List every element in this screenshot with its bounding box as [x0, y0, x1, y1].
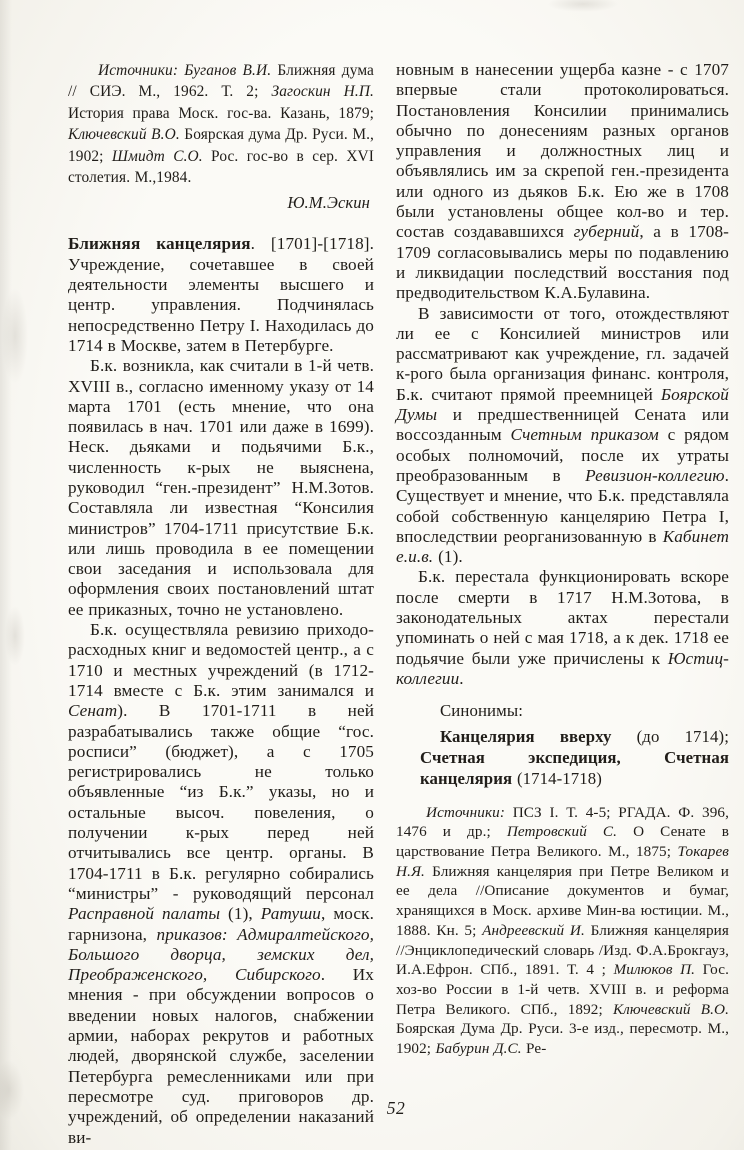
- text-run: Источники: Буганов В.И.: [98, 62, 272, 79]
- text-run: Боярская дума Др. Руси. М., 1902;: [68, 126, 374, 165]
- page-number: 52: [386, 1098, 406, 1118]
- text-run: Ратуши: [260, 904, 321, 924]
- paragraph-interpretations: [396, 304, 729, 568]
- text-run: О Сенате в царствование Петра Великого. М., 1875;: [396, 823, 729, 860]
- author-signature: [68, 192, 374, 213]
- text-run: Андреевский И.: [482, 921, 585, 939]
- text-run: История права Моск. гос-ва. Казань, 1879;: [68, 104, 374, 122]
- entry-heading-paragraph: [68, 234, 374, 356]
- text-run: Ближняя канцелярия: [68, 234, 251, 254]
- text-run: Петровский С.: [506, 823, 618, 841]
- text-run: Кабинет е.и.в.: [396, 526, 729, 567]
- text-run: Боярская Дума Др. Руси. 3-е изд., пересмотр. М., 1902;: [396, 1020, 729, 1058]
- text-run: ПСЗ I. Т. 4-5; РГАДА. Ф. 396, 1476 и др.;: [396, 803, 729, 841]
- scan-smudge: [2, 288, 28, 384]
- text-run: ). В 1701-1711 в ней разрабатывались также общие “гос. росписи” (бюджет), а с 1705 регистрировались не только объявленные “из Б.к.” указы, но и остальные высоч. повеления, о получении к-рых перед ней отчитывались все центр. органы. В 1704-1711 в Б.к. регулярно собирались “министры” - руководящий персонал: [68, 701, 374, 903]
- text-run: Ключевский В.О.: [612, 1000, 729, 1018]
- text-run: Б.к. перестала функционировать вскоре после смерти в 1717 Н.М.Зотова, в законодательных актах перестали упоминать о ней с мая 1718, а к дек. 1718 ее подьячие были уже причислены к: [396, 567, 729, 668]
- text-run: Ре-: [521, 1040, 547, 1058]
- text-run: Бабурин Д.С.: [435, 1040, 522, 1058]
- synonyms-list: [420, 726, 729, 790]
- text-run: Синонимы:: [440, 701, 523, 721]
- right-column: [396, 60, 729, 1059]
- text-run: Милюков П.: [613, 961, 696, 979]
- paragraph-continuation: [396, 60, 729, 304]
- text-run: Шмидт С.О.: [111, 147, 203, 165]
- text-run: с рядом особых полномочий, после их утраты преобразованным в: [396, 425, 729, 485]
- synonyms-label: [396, 701, 729, 722]
- text-run: , моск. гарнизона,: [68, 904, 374, 944]
- text-run: .: [459, 668, 464, 688]
- text-run: губерний: [573, 222, 640, 242]
- text-run: (1714-1718): [512, 769, 602, 789]
- text-run: Ключевский В.О.: [68, 126, 180, 144]
- scan-edge-shadow: [0, 0, 12, 1150]
- text-run: . Их мнения - при обсуждении вопросов о введении новых налогов, снабжении армии, наборах рекрутов и работных людей, дворянской службе, заселении Петербурга ремесленниками или при пересмотре суд. приговоров др. учреждений, об определении наказаний ви-: [68, 965, 374, 1147]
- sources-current-entry: [396, 803, 729, 1059]
- scan-smudge: [548, 0, 618, 12]
- text-run: Ревизион-коллегию: [585, 465, 725, 485]
- sources-previous-entry: [68, 60, 374, 188]
- text-run: В зависимости от того, отождествляют ли ее с Консилией министров или рассматривают как учреждение, гл. задачей к-рого была организация финанс. контроля, Б.к. считают прямой преемницей: [396, 303, 729, 404]
- text-run: , а в 1708-1709 согласовывались меры по подавлению и ликвидации последствий восстания под предводительством К.А.Булавина.: [396, 222, 729, 303]
- text-run: Канцелярия вверху: [440, 726, 612, 746]
- text-run: Загоскин Н.П.: [271, 83, 374, 101]
- text-run: Счетным приказом: [510, 425, 659, 445]
- text-run: Боярской Думы: [396, 384, 729, 425]
- text-run: Рос. гос-во в сер. XVI столетия. М.,1984.: [68, 147, 374, 187]
- text-run: Счетная экспедиция, Счетная канцелярия: [420, 748, 729, 789]
- text-run: Сенат: [68, 701, 118, 721]
- text-run: новным в нанесении ущерба казне - с 1707 впервые стали протоколироваться. Постановления Консилии принимались обычно по донесениям разных органов управления и должностных лиц и объявлялись им за скрепой ген.-президента или одного из дьяков Б.к. Ею же в 1708 были установлены общее кол-во и тер. состав создававшихся: [396, 60, 729, 242]
- text-run: (1).: [433, 547, 463, 567]
- text-run: Ближняя канцелярия при Петре Великом и ее дела //Описание документов и бумаг, хранящихся в Моск. архиве Мин-ва юстиции. М., 1888. Кн. 5;: [396, 862, 729, 939]
- text-run: Ближняя дума // СИЭ. М., 1962. Т. 2;: [68, 62, 374, 101]
- left-column: [68, 60, 374, 1148]
- scan-smudge: [0, 1060, 24, 1120]
- paragraph-origins: [68, 356, 374, 620]
- text-run: Расправной палаты: [68, 904, 221, 924]
- text-run: (1),: [220, 904, 261, 924]
- paragraph-functions: [68, 620, 374, 1148]
- text-run: Ближняя канцелярия //Энциклопедический словарь /Изд. Ф.А.Брокгауз, И.А.Ефрон. СПб., 1891. Т. 4 ;: [396, 921, 729, 979]
- text-run: Юстиц-коллегии: [396, 648, 729, 688]
- paragraph-dissolution: [396, 567, 729, 689]
- text-run: и предшественницей Сената или воссозданным: [396, 405, 729, 445]
- text-run: . Существует и мнение, что Б.к. представляла собой собственную канцелярию Петра I, впоследствии реорганизованную в: [396, 465, 729, 546]
- text-run: приказов: Адмиралтейского, Большого дворца, земских дел, Преображенского, Сибирского: [68, 924, 374, 985]
- scan-smudge: [5, 606, 25, 666]
- text-run: Источники:: [426, 803, 506, 821]
- text-run: Токарев Н.Я.: [396, 843, 729, 880]
- text-run: Б.к. осуществляла ревизию приходо-расходных книг и ведомостей центр., а с 1710 и местных учреждений (в 1712-1714 вместе с Б.к. этим занимался и: [68, 620, 374, 700]
- text-run: Гос. хоз-во России в 1-й четв. XVIII в. и реформа Петра Великого. СПб., 1892;: [396, 961, 729, 1018]
- text-run: (до 1714);: [611, 726, 729, 746]
- text-run: Б.к. возникла, как считали в 1-й четв. XVIII в., согласно именному указу от 14 марта 1701 (есть мнение, что она появилась в нач. 1701 или даже в 1699). Неск. дьяками и подьячими Б.к., численность к-рых не выяснена, руководил “ген.-президент” Н.М.Зотов. Составляла ли известная “Консилия министров” 1704-1711 присутствие Б.к. или лишь проводила в ее помещении свои заседания и использовала для оформления своих постановлений штат ее приказных, точно не установлено.: [68, 356, 374, 619]
- text-run: Ю.М.Эскин: [287, 193, 370, 213]
- text-run: . [1701]-[1718]. Учреждение, сочетавшее в своей деятельности элементы высшего и центр. управления. Подчинялась непосредственно Петру I. Находилась до 1714 в Москве, затем в Петербурге.: [68, 234, 374, 355]
